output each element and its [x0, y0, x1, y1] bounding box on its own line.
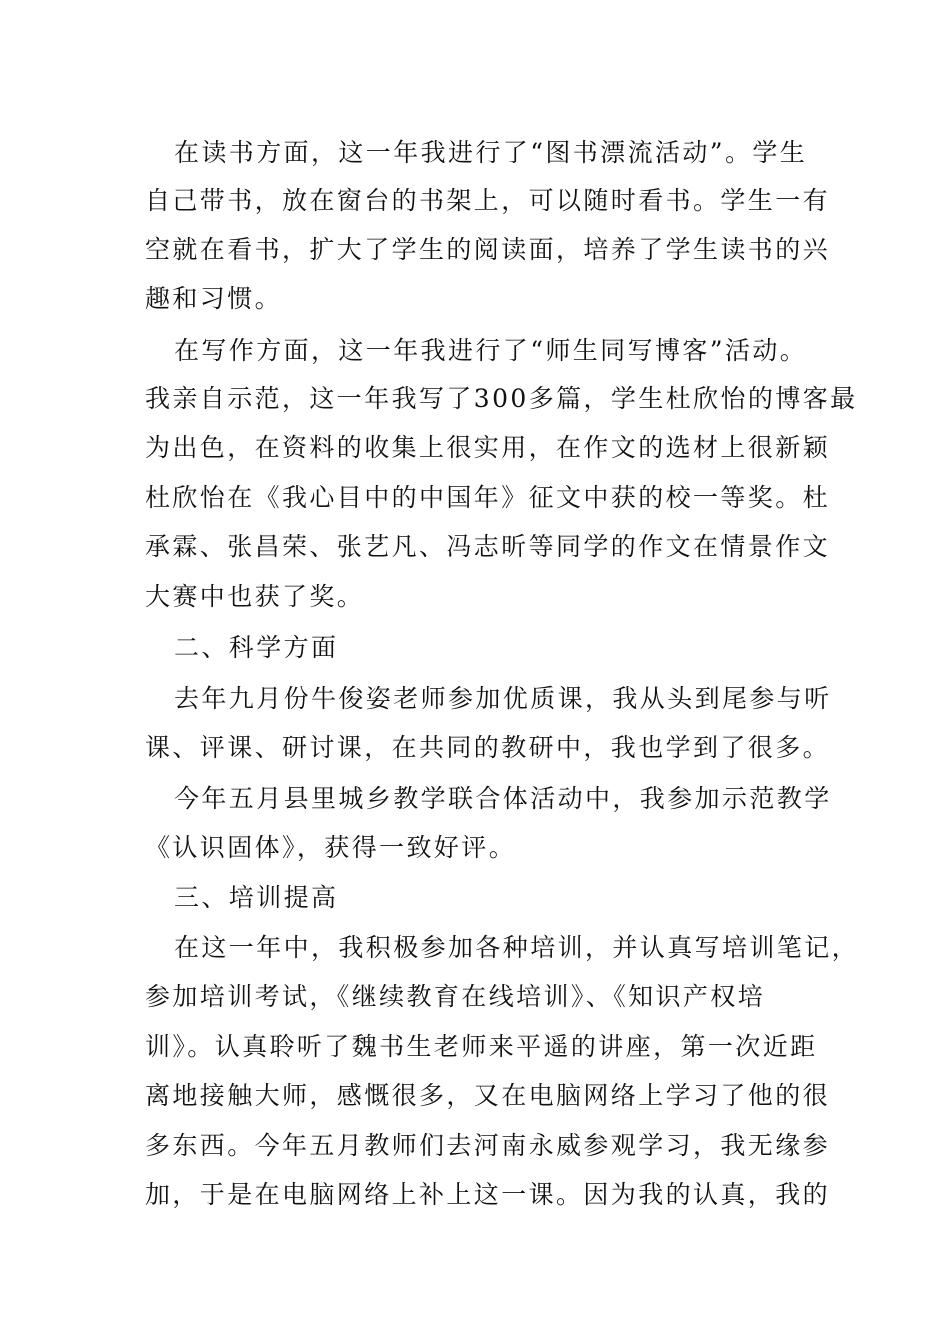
paragraph-writing-line-4: 杜欣怡在《我心目中的中国年》征文中获的校一等奖。杜 — [145, 483, 831, 512]
paragraph-training-line-1: 在这一年中，我积极参加各种培训，并认真写培训笔记， — [174, 933, 860, 962]
paragraph-training-line-4: 离地接触大师，感慨很多，又在电脑网络上学习了他的很 — [145, 1081, 831, 1110]
paragraph-demo-line-1: 今年五月县里城乡教学联合体活动中，我参加示范教学 — [174, 784, 832, 813]
paragraph-writing-line-2: 我亲自示范，这一年我写了300多篇，学生杜欣怡的博客最 — [145, 384, 858, 413]
paragraph-reading-line-3: 空就在看书，扩大了学生的阅读面，培养了学生读书的兴 — [145, 235, 831, 264]
paragraph-training-line-6: 加，于是在电脑网络上补上这一课。因为我的认真，我的 — [145, 1180, 831, 1209]
paragraph-writing-line-5: 承霖、张昌荣、张艺凡、冯志昕等同学的作文在情景作文 — [145, 532, 831, 561]
paragraph-writing-line-1: 在写作方面，这一年我进行了“师生同写博客”活动。 — [174, 336, 808, 365]
section-heading-training: 三、培训提高 — [174, 883, 339, 912]
paragraph-writing-line-6: 大赛中也获了奖。 — [145, 582, 365, 611]
paragraph-training-line-3: 训》。认真聆听了魏书生老师来平遥的讲座，第一次近距 — [145, 1032, 818, 1061]
paragraph-reading-line-4: 趣和习惯。 — [145, 284, 283, 313]
paragraph-writing-line-3: 为出色，在资料的收集上很实用，在作文的选材上很新颖 — [145, 433, 831, 462]
paragraph-reading-line-1: 在读书方面，这一年我进行了“图书漂流活动”。学生 — [174, 138, 808, 167]
paragraph-training-line-2: 参加培训考试，《继续教育在线培训》、《知识产权培 — [145, 982, 766, 1011]
paragraph-training-line-5: 多东西。今年五月教师们去河南永威参观学习，我无缘参 — [145, 1131, 831, 1160]
section-heading-science: 二、科学方面 — [174, 633, 339, 662]
paragraph-reading-line-2: 自己带书，放在窗台的书架上，可以随时看书。学生一有 — [145, 186, 831, 215]
paragraph-science-line-1: 去年九月份牛俊姿老师参加优质课，我从头到尾参与听 — [174, 684, 832, 713]
paragraph-demo-line-2: 《认识固体》，获得一致好评。 — [145, 833, 517, 862]
paragraph-science-line-2: 课、评课、研讨课，在共同的教研中，我也学到了很多。 — [145, 733, 831, 762]
